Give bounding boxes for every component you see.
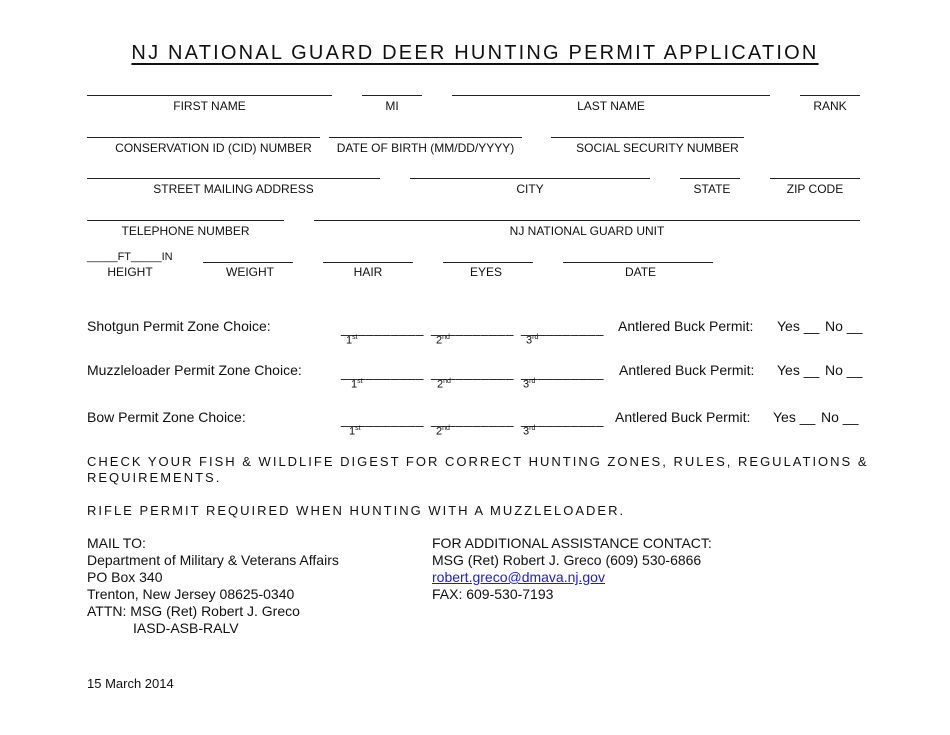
telephone-label: TELEPHONE NUMBER: [121, 224, 250, 238]
muzzleloader-choice-2[interactable]: __________: [431, 364, 514, 380]
hair-label: HAIR: [353, 265, 383, 279]
state-label: STATE: [693, 182, 731, 196]
shotgun-zone-label: Shotgun Permit Zone Choice:: [87, 318, 271, 334]
contact-email-link[interactable]: robert.greco@dmava.nj.gov: [432, 569, 605, 585]
eyes-field[interactable]: [443, 262, 533, 263]
bow-choice-3[interactable]: __________: [521, 411, 604, 427]
bow-choice-1[interactable]: __________: [341, 411, 424, 427]
shotgun-ord-2: 2nd: [436, 334, 450, 347]
ssn-field[interactable]: [551, 137, 744, 138]
muzzleloader-antlered-label: Antlered Buck Permit:: [619, 362, 755, 378]
rifle-notice: RIFLE PERMIT REQUIRED WHEN HUNTING WITH A MUZZLELOADER.: [87, 503, 626, 518]
mi-field[interactable]: [362, 95, 422, 96]
cid-label: CONSERVATION ID (CID) NUMBER: [115, 141, 312, 155]
page-title: NJ NATIONAL GUARD DEER HUNTING PERMIT APPLICATION: [131, 42, 819, 64]
bow-zone-label: Bow Permit Zone Choice:: [87, 409, 246, 425]
street-label: STREET MAILING ADDRESS: [153, 182, 314, 196]
rank-label: RANK: [813, 99, 847, 113]
last-name-label: LAST NAME: [577, 99, 645, 113]
zip-field[interactable]: [770, 178, 860, 179]
first-name-label: FIRST NAME: [173, 99, 246, 113]
muzzleloader-ord-1: 1st: [351, 378, 363, 391]
dob-field[interactable]: [329, 137, 522, 138]
bow-ord-3: 3rd: [523, 425, 536, 438]
dob-label: DATE OF BIRTH (MM/DD/YYYY): [336, 141, 515, 155]
muzzleloader-antlered-no[interactable]: No __: [825, 362, 863, 378]
muzzleloader-choice-1[interactable]: __________: [341, 364, 424, 380]
contact-fax: FAX: 609-530-7193: [432, 586, 554, 602]
mail-to-line: PO Box 340: [87, 569, 163, 585]
unit-label: NJ NATIONAL GUARD UNIT: [509, 224, 665, 238]
bow-antlered-label: Antlered Buck Permit:: [615, 409, 751, 425]
eyes-label: EYES: [469, 265, 502, 279]
mail-to-line: ATTN: MSG (Ret) Robert J. Greco: [87, 603, 300, 619]
hair-field[interactable]: [323, 262, 413, 263]
mail-to-line: Trenton, New Jersey 08625-0340: [87, 586, 295, 602]
date-label: DATE: [624, 265, 657, 279]
shotgun-choice-3[interactable]: __________: [521, 320, 604, 336]
shotgun-choice-2[interactable]: __________: [431, 320, 514, 336]
shotgun-antlered-yes[interactable]: Yes __: [777, 318, 820, 334]
mi-label: MI: [385, 99, 399, 113]
shotgun-ord-3: 3rd: [526, 334, 539, 347]
mail-to-line: Department of Military & Veterans Affairs: [87, 552, 339, 568]
muzzleloader-ord-3: 3rd: [523, 378, 536, 391]
weight-field[interactable]: [203, 262, 293, 263]
unit-field[interactable]: [314, 220, 860, 221]
bow-ord-2: 2nd: [436, 425, 450, 438]
muzzleloader-zone-label: Muzzleloader Permit Zone Choice:: [87, 362, 302, 378]
mail-to-line: IASD-ASB-RALV: [133, 620, 239, 636]
digest-notice-line1: CHECK YOUR FISH & WILDLIFE DIGEST FOR CORRECT HUNTING ZONES, RULES, REGULATIONS &: [87, 454, 869, 469]
zip-label: ZIP CODE: [786, 182, 844, 196]
contact-heading: FOR ADDITIONAL ASSISTANCE CONTACT:: [432, 535, 712, 551]
height-label: HEIGHT: [107, 265, 153, 279]
city-label: CITY: [516, 182, 544, 196]
street-field[interactable]: [87, 178, 380, 179]
contact-name-phone: MSG (Ret) Robert J. Greco (609) 530-6866: [432, 552, 702, 568]
weight-label: WEIGHT: [226, 265, 274, 279]
height-field[interactable]: _____FT_____IN: [87, 251, 173, 263]
muzzleloader-choice-3[interactable]: __________: [521, 364, 604, 380]
last-name-field[interactable]: [452, 95, 770, 96]
contact-block: [432, 535, 712, 603]
muzzleloader-ord-2: 2nd: [437, 378, 451, 391]
shotgun-ord-1: 1st: [346, 334, 358, 347]
bow-ord-1: 1st: [349, 425, 361, 438]
cid-field[interactable]: [87, 137, 320, 138]
shotgun-choice-1[interactable]: __________: [341, 320, 424, 336]
bow-antlered-yes[interactable]: Yes __: [773, 409, 816, 425]
state-field[interactable]: [680, 178, 740, 179]
telephone-field[interactable]: [87, 220, 284, 221]
rank-field[interactable]: [800, 95, 860, 96]
first-name-field[interactable]: [87, 95, 332, 96]
city-field[interactable]: [410, 178, 650, 179]
digest-notice-line2: REQUIREMENTS.: [87, 470, 222, 485]
muzzleloader-antlered-yes[interactable]: Yes __: [777, 362, 820, 378]
shotgun-antlered-label: Antlered Buck Permit:: [618, 318, 754, 334]
footer-date: 15 March 2014: [87, 676, 174, 691]
bow-choice-2[interactable]: __________: [431, 411, 514, 427]
ssn-label: SOCIAL SECURITY NUMBER: [576, 141, 739, 155]
date-field[interactable]: [563, 262, 713, 263]
shotgun-antlered-no[interactable]: No __: [825, 318, 863, 334]
bow-antlered-no[interactable]: No __: [821, 409, 859, 425]
mail-to-heading: MAIL TO:: [87, 535, 146, 551]
mail-to-block: [87, 535, 339, 637]
